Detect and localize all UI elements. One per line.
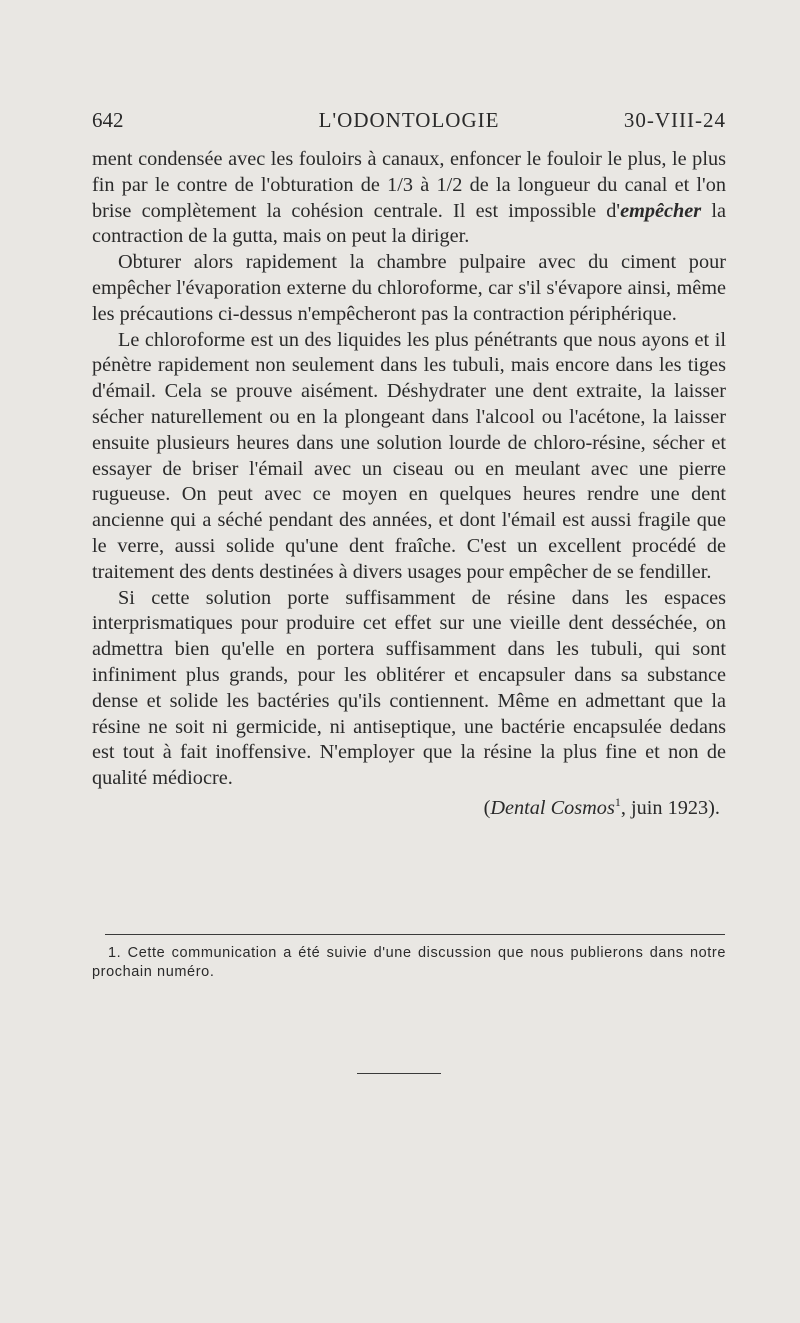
footnote-divider — [105, 934, 725, 935]
end-of-article-rule — [357, 1073, 441, 1074]
footnote: 1. Cette communication a été suivie d'une discussion que nous publierons dans notre prochain numéro. — [92, 945, 726, 980]
running-header — [92, 108, 726, 138]
paragraph-1-text-after: la contraction de la gutta, mais on peut la diriger. — [92, 199, 726, 248]
paragraph-1 — [92, 147, 726, 250]
paragraph-2: Obturer alors rapidement la chambre pulpaire avec du ciment pour empêcher l'évaporation externe du chloroforme, car s'il s'évapore ainsi, même les précautions ci-dessus n'empêcheront pas la contraction périphérique. — [92, 251, 726, 325]
citation-journal: Dental Cosmos — [490, 796, 615, 819]
citation-date: , juin 1923). — [620, 796, 720, 819]
paragraph-3: Le chloroforme est un des liquides les plus pénétrants que nous ayons et il pénètre rapidement non seulement dans les tubuli, mais encore dans les tiges d'émail. Cela se prouve aisément. Déshydrater une dent extraite, la laisser sécher naturellement ou en la plongeant dans l'alcool ou l'acétone, la laisser ensuite plusieurs heures dans une solution lourde de chloro-résine, sécher et essayer de briser l'émail avec un ciseau ou en meulant avec une pierre rugueuse. On peut avec ce moyen en quelques heures rendre une dent ancienne qui a séché pendant des années, et dont l'émail est aussi fragile que le verre, aussi solide qu'une dent fraîche. C'est un excellent procédé de traitement des dents destinées à divers usages pour empêcher de se fendiller. — [92, 328, 726, 583]
article-body — [92, 147, 726, 822]
issue-date: 30-VIII-24 — [623, 108, 726, 132]
citation-open-paren: ( — [483, 796, 491, 819]
paragraph-1-text-before: ment condensée avec les fouloirs à canaux, enfoncer le fouloir le plus, le plus fin par le contre de l'obturation de 1/3 à 1/2 de la longueur du canal et l'on brise complètement la cohésion centrale. Il est impossible d' — [92, 148, 726, 222]
paragraph-4: Si cette solution porte suffisamment de résine dans les espaces interprismatiques pour produire cet effet sur une vieille dent desséchée, on admettra bien qu'elle en portera suffisamment dans les tubuli, qui sont infiniment plus grands, pour les oblitérer et encapsuler dans sa substance dense et solide les bactéries qu'ils contiennent. Même en admettant que la résine ne soit ni germicide, ni antiseptique, une bactérie encapsulée dedans est tout à fait inoffensive. N'employer que la résine la plus fine et non de qualité médiocre. — [92, 586, 726, 790]
page-number: 642 — [92, 108, 124, 132]
emphasized-word: empêcher — [620, 199, 702, 222]
footnote-marker: 1 — [614, 795, 621, 810]
source-citation — [92, 796, 726, 822]
journal-title: L'ODONTOLOGIE — [318, 108, 500, 132]
